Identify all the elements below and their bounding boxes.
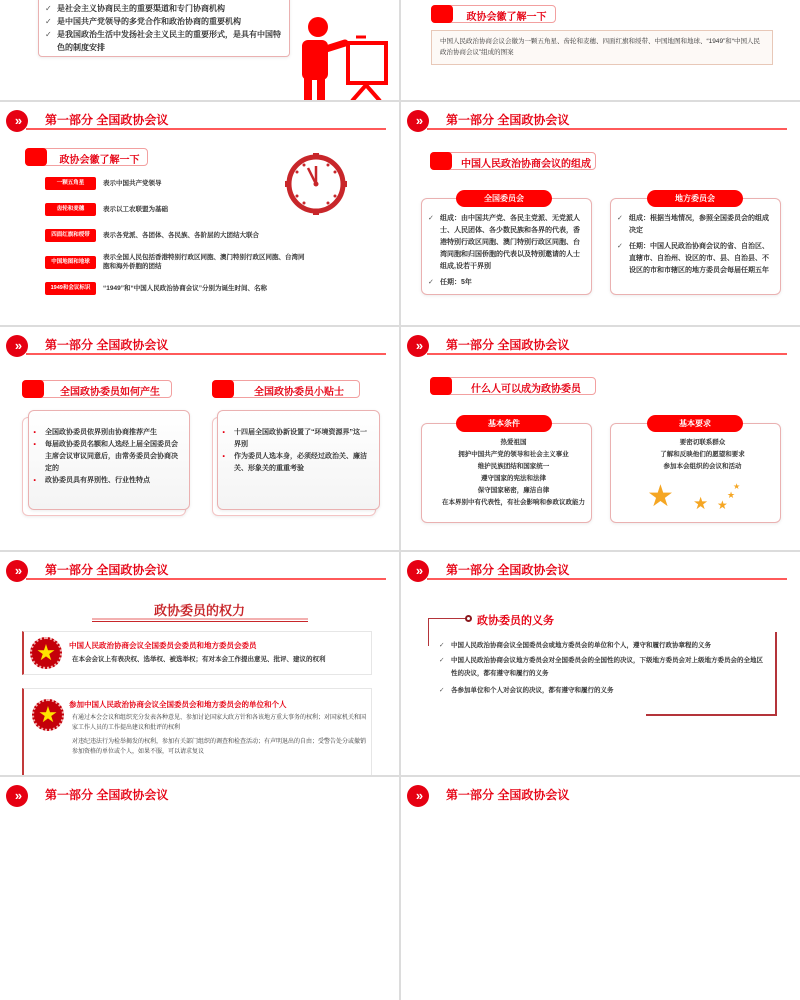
- tips-card: [217, 410, 380, 510]
- power-block: [22, 688, 372, 775]
- list-item: · 全国政协委员依界别由协商推荐产生: [33, 427, 183, 439]
- section-title: 第一部分 全国政协会议: [446, 113, 570, 127]
- chevron-right-icon: »: [407, 785, 429, 807]
- chevron-right-icon: »: [407, 110, 429, 132]
- how-card: [28, 410, 190, 510]
- list-item: ✓ 是社会主义协商民主的重要渠道和专门协商机构: [45, 2, 285, 15]
- label-text: 政协会徽了解一下: [59, 155, 140, 166]
- star-emblem-icon: ★: [30, 637, 62, 669]
- label-text: 全国政协委员小贴士: [254, 387, 344, 398]
- label-text: 政协会徽了解一下: [466, 12, 547, 23]
- tips-list: [222, 427, 372, 475]
- conditions-pill: 基本条件: [456, 415, 552, 432]
- list-item: 在本界别中有代表性，有社会影响和参政议政能力: [442, 499, 585, 506]
- tag: 四面红旗和绶带: [45, 229, 96, 242]
- intro-box: [38, 0, 290, 57]
- list-item: 参加本会组织的会议和活动: [663, 463, 742, 470]
- slide-next-left[interactable]: [0, 777, 399, 1000]
- section-title: 第一部分 全国政协会议: [446, 788, 570, 802]
- divider: [427, 578, 787, 580]
- duties-list: [439, 639, 769, 697]
- chevron-right-icon: »: [6, 110, 28, 132]
- star-icon: ★: [733, 482, 741, 491]
- requirements-pill: 基本要求: [647, 415, 743, 432]
- star-icon: ★: [727, 490, 736, 500]
- title-underline: [92, 618, 308, 620]
- conditions-list: [422, 437, 593, 509]
- section-title: 第一部分 全国政协会议: [446, 563, 570, 577]
- list-item: ✓ 中国人民政治协商会议全国委员会或地方委员会的单位和个人，遵守和履行政协章程的义务: [439, 639, 769, 652]
- list-item: 保守国家秘密，廉洁自律: [477, 487, 550, 494]
- list-item: ✓ 各参加单位和个人对会议的决议，都有遵守和履行的义务: [439, 684, 769, 697]
- intro-list: [45, 2, 285, 54]
- local-committee-pill: 地方委员会: [647, 190, 743, 207]
- list-item: 维护民族团结和国家统一: [477, 463, 550, 470]
- section-label: [430, 152, 596, 170]
- chevron-right-icon: »: [6, 335, 28, 357]
- section-label: [430, 377, 596, 395]
- slide-emblem-intro[interactable]: [401, 0, 800, 100]
- local-list: [617, 213, 773, 277]
- national-committee-box: [421, 198, 592, 295]
- slide-next-right[interactable]: [401, 777, 800, 1000]
- section-title: 第一部分 全国政协会议: [446, 338, 570, 352]
- list-item: · 每届政协委员名额和人选经上届全国委员会主席会议审议同意后，由常务委员会协商决定的: [33, 439, 183, 475]
- decor-line: [775, 632, 777, 714]
- star-icon: ★: [717, 498, 728, 512]
- tag-desc: 表示中国共产党领导: [103, 180, 162, 187]
- section-label: [25, 148, 148, 166]
- list-item: 要密切联系群众: [679, 439, 726, 446]
- decor-line: [428, 618, 467, 619]
- divider: [26, 128, 386, 130]
- list-item: 了解和反映他们的愿望和要求: [660, 451, 745, 458]
- divider: [26, 578, 386, 580]
- conditions-box: [421, 423, 592, 523]
- list-item: ✓ 任期：5年: [428, 277, 584, 289]
- power-heading: 参加中国人民政治协商会议全国委员会和地方委员会的单位和个人: [69, 700, 287, 709]
- powers-title: 政协委员的权力: [153, 603, 245, 618]
- section-title: 第一部分 全国政协会议: [45, 563, 169, 577]
- tag: 1949和会议标识: [45, 282, 96, 295]
- section-label: [212, 380, 360, 398]
- section-title: 第一部分 全国政协会议: [45, 788, 169, 802]
- slide-intro[interactable]: [0, 0, 399, 100]
- slide-who[interactable]: [401, 327, 800, 550]
- power-heading: 中国人民政治协商会议全国委员会委员和地方委员会委员: [69, 641, 257, 650]
- decor-line: [646, 714, 777, 716]
- national-list: [428, 213, 584, 289]
- power-text: 在本会会议上有表决权、选举权、被选举权；有对本会工作提出意见、批评、建议的权利: [72, 656, 326, 663]
- power-text: 有通过本会会议和组织充分发表各种意见、参加讨论国家大政方针和各该地方重大事务的权利；对国家机关和国家工作人员的工作提出建议和批评的权利: [72, 715, 367, 731]
- power-block: [22, 631, 372, 675]
- divider: [26, 353, 386, 355]
- tag-desc: 表示各党派、各团体、各民族、各阶层的大团结大联合: [103, 232, 259, 239]
- list-item: 热爱祖国: [500, 439, 527, 446]
- section-label: [22, 380, 172, 398]
- presenter-icon: [300, 15, 392, 100]
- list-item: ✓ 组成：根据当地情况，参照全国委员会的组成决定: [617, 213, 773, 237]
- chevron-right-icon: »: [407, 560, 429, 582]
- power-text: 对违纪违法行为检举揭发的权利，参加有关部门组织的调查和检查活动；有声明退出的自由；受警告处分或撤销参加资格的单位或个人，如果不服，可以请求复议: [72, 739, 367, 755]
- requirements-box: [610, 423, 781, 523]
- section-label: [431, 5, 556, 23]
- list-item: 拥护中国共产党的领导和社会主义事业: [458, 451, 569, 458]
- section-title: 第一部分 全国政协会议: [45, 113, 169, 127]
- list-item: ✓ 任期：中国人民政治协商会议的省、自治区、直辖市、自治州、设区的市、县、自治县、不设区的市和市辖区的地方委员会每届任期五年: [617, 241, 773, 277]
- divider: [427, 128, 787, 130]
- list-item: ✓ 中国人民政治协商会议地方委员会对全国委员会的全国性的决议，下级地方委员会对上级地方委员会的全地区性的决议，都有遵守和履行的义务: [439, 654, 769, 680]
- tag-desc: 表示以工农联盟为基础: [103, 206, 168, 213]
- bullet-dot-icon: [465, 615, 472, 622]
- tag: 中国地图和地球: [45, 256, 96, 269]
- chevron-right-icon: »: [407, 335, 429, 357]
- list-item: · 十四届全国政协新设置了“环境资源界”这一界别: [222, 427, 372, 451]
- chevron-right-icon: »: [6, 785, 28, 807]
- tag: 一颗五角星: [45, 177, 96, 190]
- list-item: · 政协委员具有界别性、行业性特点: [33, 475, 183, 487]
- slide-powers[interactable]: [0, 552, 399, 775]
- slide-how[interactable]: [0, 327, 399, 550]
- national-committee-pill: 全国委员会: [456, 190, 552, 207]
- list-item: ✓ 是我国政治生活中发扬社会主义民主的重要形式，是具有中国特色的制度安排: [45, 28, 285, 54]
- tag-desc: 表示全国人民包括香港特别行政区同胞、澳门特别行政区同胞、台湾同胞和海外侨胞的团结: [103, 254, 305, 270]
- tag-desc: “1949”和“中国人民政治协商会议”分别为诞生时间、名称: [103, 285, 267, 292]
- label-text: 中国人民政治协商会议的组成: [461, 159, 591, 170]
- emblem-description: 中国人民政治协商会议会徽为一颗五角星、齿轮和麦穗、四面红旗和绶带、中国地图和地球、“1949”和“中国人民政治协商会议”组成的图案: [431, 30, 773, 65]
- list-item: ✓ 是中国共产党领导的多党合作和政治协商的重要机构: [45, 15, 285, 28]
- list-item: ✓ 组成：由中国共产党、各民主党派、无党派人士、人民团体、各少数民族和各界的代表，香港特别行政区同胞、澳门特别行政区同胞、台湾同胞和归国侨胞的代表以及特别邀请的人士组成,设若干界别: [428, 213, 584, 273]
- tag: 齿轮和麦穗: [45, 203, 96, 216]
- requirements-list: [611, 437, 782, 473]
- star-icon: ★: [693, 494, 709, 513]
- title-underline: [92, 621, 308, 622]
- slide-duties[interactable]: [401, 552, 800, 775]
- label-text: 全国政协委员如何产生: [60, 387, 160, 398]
- divider: [427, 353, 787, 355]
- slide-emblem-meaning[interactable]: [0, 102, 399, 325]
- duties-title: 政协委员的义务: [477, 615, 554, 627]
- label-text: 什么人可以成为政协委员: [471, 384, 581, 395]
- chevron-right-icon: »: [6, 560, 28, 582]
- section-title: 第一部分 全国政协会议: [45, 338, 169, 352]
- decor-line: [428, 618, 429, 646]
- list-item: · 作为委员人选本身，必须经过政治关、廉洁关、形象关的重重考验: [222, 451, 372, 475]
- slide-composition[interactable]: [401, 102, 800, 325]
- local-committee-box: [610, 198, 781, 295]
- how-list: [33, 427, 183, 487]
- clock-icon: [284, 152, 348, 216]
- list-item: 遵守国家的宪法和法律: [481, 475, 546, 482]
- star-icon: ★: [647, 480, 674, 513]
- star-emblem-icon: ★: [32, 699, 64, 731]
